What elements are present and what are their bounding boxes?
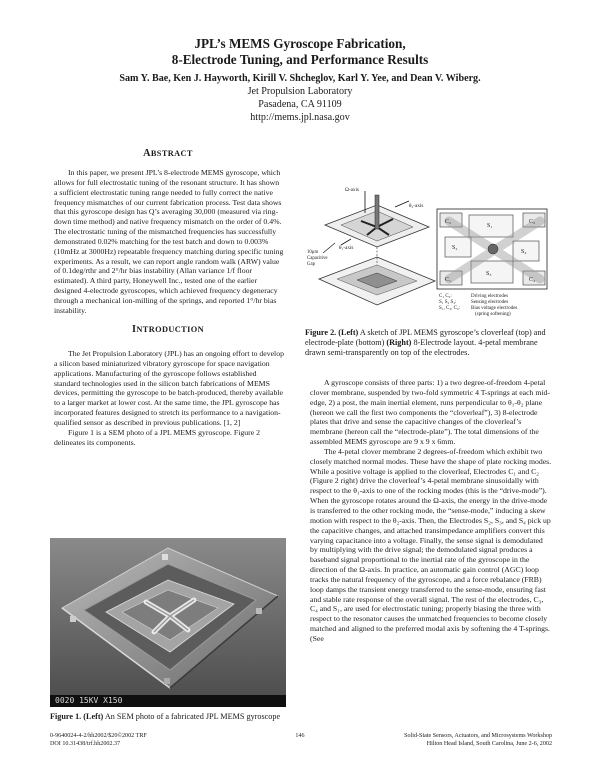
legend-desc-3: Bias voltage electrodes xyxy=(471,306,518,311)
footer-isbn: 0-9640024-4-2/hh2002/$20©2002 TRF xyxy=(50,733,147,739)
right-paragraph-1: A gyroscope consists of three parts: 1) a two degree-of-freedom 4-petal clover membrane, suspended by two-fold symmetric 4 T-springs at each mid-edge, 2) a post, the main inertial element, runs perpendicular to θ₁-θ₂ plane (hereon we call the first two components the “cloverleaf”), 3) 8-electrode plates that drive and sense the capacitive changes of the cloverleaf’s membrane (hereon call the “electrode-plate”). The total dimensions of the assembled MEMS gyroscope are 9 x 9 x 6mm. xyxy=(310,378,550,447)
sem-info-bar: 0020 15KV X150 xyxy=(50,695,286,707)
figure-2-caption-label-right: (Right) xyxy=(386,337,412,347)
legend-key-2: S₁ S₂ S₃: xyxy=(439,300,457,305)
sem-photo-graphic xyxy=(50,538,286,707)
electrode-s2-label: S₂ xyxy=(452,245,458,251)
legend-desc-2: Sensing electrodes xyxy=(471,300,509,305)
figure-2-caption-text-left: A sketch of JPL MEMS gyroscope’s cloverleaf (top) and electrode-plate (bottom) xyxy=(305,328,546,347)
figure-1-caption-text: An SEM photo of a fabricated JPL MEMS gyroscope xyxy=(103,712,281,721)
figure-1-caption-label: Figure 1. (Left) xyxy=(50,712,104,721)
abstract-text: In this paper, we present JPL’s 8-electrode MEMS gyroscope, which allows for full electrostatic tuning of the resonant structure. It has shown a sufficient electrostatic tuning range needed to fully correct the native frequency mismatches of our current fabrication process. Test data shows that this gyroscope design has Q’s averaging 30,000 (measured via ring-down time method) and native frequency mismatch on the order of 0.4%. The electrostatic tuning of the mismatched frequencies has successfully demonstrated 0.02% matching for the test batch and down to 0.003% (10mHz at 3000Hz) repeatable frequency matching during specific tuning experiments. As a result, we can report angle random walk (ARW) value of 0.1deg/rthr and 2°/hr bias instability (Allan variance 1/f floor estimated). A third party, Honeywell Inc., tested one of the earlier designed 4-electrode gyroscopes, which achieved frequency degeneracy through a mechanical ion-milling of the springs, and reported 1°/hr bias instability. xyxy=(54,168,284,315)
footer-workshop: Solid-State Sensors, Actuators, and Microsystems Workshop xyxy=(404,733,552,739)
legend-desc-1: Driving electrodes xyxy=(471,294,509,299)
gap-label-line-1: 10µm xyxy=(307,250,319,255)
legend-desc-4: (spring softening) xyxy=(475,312,511,317)
introduction-paragraph-1: The Jet Propulsion Laboratory (JPL) has an ongoing effort to develop a silicon based miniaturized vibratory gyroscope for space navigation applications. Manufacturing of the gyroscope follows established standard technologies used in the silicon batch fabrications of MEMS devices, permitting the gyroscope to be batch-produced, thereby available to a larger market at lower cost. At the same time, the JPL gyroscope has incorporated features designed to stretch its performance to a navigation-qualified sensor as described in previous publications. [1, 2] xyxy=(54,349,284,427)
introduction-paragraph-2: Figure 1 is a SEM photo of a JPL MEMS gyroscope. Figure 2 delineates its components. xyxy=(54,427,260,447)
figure-2-caption xyxy=(305,328,553,358)
figure-1-caption xyxy=(50,712,286,722)
affiliation: Jet Propulsion Laboratory xyxy=(247,86,353,97)
author-list: Sam Y. Bae, Ken J. Hayworth, Kirill V. Shcheglov, Karl Y. Yee, and Dean V. Wiberg. xyxy=(119,73,481,84)
gap-label-line-3: Gap xyxy=(307,262,315,267)
footer-doi: DOI 10.31438/trf.hh2002.37 xyxy=(50,740,121,747)
footer-venue: Hilton Head Island, South Carolina, June 2-6, 2002 xyxy=(426,740,552,747)
electrode-s3-label: S₃ xyxy=(486,271,492,277)
introduction-body xyxy=(54,349,284,447)
paper-title xyxy=(0,36,600,67)
electrode-c4-label: C₄ xyxy=(529,277,536,283)
electrode-s4-label: S₄ xyxy=(521,249,527,255)
electrode-c3-label: C₃ xyxy=(529,219,536,225)
title-line-2: 8-Electrode Tuning, and Performance Results xyxy=(171,51,429,67)
electrode-c2-label: C₂ xyxy=(445,219,452,225)
footer-right xyxy=(340,733,552,748)
electrode-s1-label: S₁ xyxy=(487,223,493,229)
electrode-c1-label: C₁ xyxy=(445,277,452,283)
introduction-heading: INTRODUCTION xyxy=(132,324,204,335)
footer-left xyxy=(50,733,230,748)
theta1-axis-label: θ₁-axis xyxy=(339,245,354,251)
gap-label-line-2: Capacitive xyxy=(307,256,328,261)
title-line-1: JPL’s MEMS Gyroscope Fabrication, xyxy=(194,36,406,51)
sem-photo xyxy=(50,538,286,707)
abstract-heading: ABSTRACT xyxy=(143,148,193,159)
theta2-axis-label: θ₂-axis xyxy=(409,203,424,209)
abstract-body xyxy=(54,168,284,316)
right-column-body xyxy=(310,378,552,644)
figure-2-caption-label-left: Figure 2. (Left) xyxy=(305,328,359,337)
right-paragraph-2: The 4-petal clover membrane 2 degrees-of-freedom which exhibit two closely matched normal modes. These have the shape of plate rocking modes. While a positive voltage is applied to the cloverleaf, Electrodes C₁ and C₂ (Figure 2 right) drive the cloverleaf’s 4-petal membrane sinusoidally with respect to the θ₁-axis to one of the rocking modes (this is the “drive-mode”). When the gyroscope rotates around the Ω-axis, the energy in the drive-mode is transferred to the other rocking mode, the “sense-mode,” inducing a skew motion with respect to the θ₂-axis. Then, the Electrodes S₂, S₃, and S₄ pick up the capacitive changes, and attached transimpedance amplifiers convert this varying capacitance into a voltage. Finally, the sense signal is demodulated by multiplying with the drive signal; the demodulated signal produces a baseband signal proportional to the inertial rate of the gyroscope in the direction of the Ω-axis. In practice, an automatic gain control (AGC) loop tracks the natural frequency of the gyroscope, and a force rebalance (FRB) loop damps the transient energy transferred to the sense-mode, ensuring fast and stable rate response of the overall signal. The rest of the electrodes, C₃, C₄ and S₁, are used for electrostatic tuning; properly biasing the three with respect to the resonator causes the unmatched frequencies to become closely matched and aligned to the preferred modal axis by softening the 4 T-springs. (See xyxy=(310,446,552,643)
figure-2-caption-text-right: 8-Electrode layout. 4-petal membrane drawn semi-transparently on top of the electrodes. xyxy=(305,337,538,357)
website: http://mems.jpl.nasa.gov xyxy=(250,112,350,123)
page-number: 146 xyxy=(295,733,305,739)
legend-key-1: C₁ C₂: xyxy=(439,294,452,299)
legend-key-3: S₁, C₃, C₄: xyxy=(439,306,461,311)
omega-axis-label: Ω-axis xyxy=(345,187,359,193)
location: Pasadena, CA 91109 xyxy=(258,99,342,110)
electrode-legend xyxy=(439,294,517,317)
